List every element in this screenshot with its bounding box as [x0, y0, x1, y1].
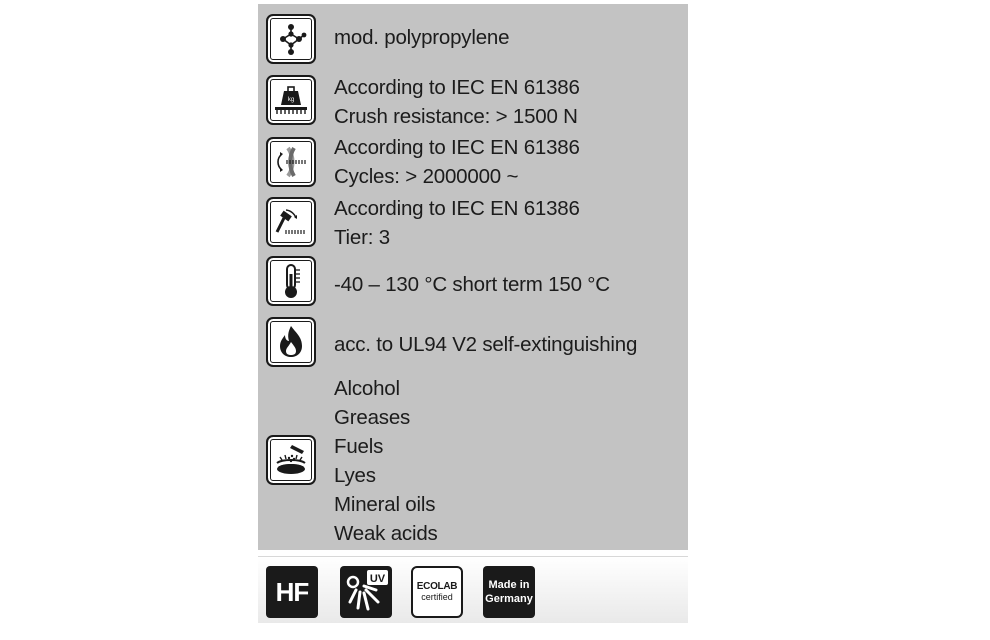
property-text	[334, 133, 580, 191]
made-in-line1: Made in	[488, 579, 530, 591]
bending-cycles-icon	[266, 137, 316, 187]
ecolab-icon	[411, 566, 463, 618]
property-line: Greases	[334, 406, 411, 429]
halogen-free-icon	[266, 566, 318, 618]
property-text	[334, 194, 580, 252]
property-text	[334, 73, 580, 131]
property-row-crush	[258, 73, 688, 131]
property-row-flammability	[258, 317, 688, 371]
property-row-material	[258, 13, 688, 65]
svg-text:kg: kg	[287, 97, 295, 103]
ecolab-subtitle: certified	[421, 592, 453, 602]
made-in-line2: Germany	[485, 593, 533, 605]
property-text	[334, 374, 438, 548]
property-row-impact	[258, 194, 688, 252]
property-line: Crush resistance: > 1500 N	[334, 105, 578, 128]
uv-label: UV	[369, 573, 386, 585]
property-line: Weak acids	[334, 522, 438, 545]
uv-resistant-icon	[340, 566, 392, 618]
flame-icon	[266, 317, 316, 367]
property-line: Lyes	[334, 464, 376, 487]
chemical-resistance-icon	[266, 435, 316, 485]
molecule-icon	[266, 14, 316, 64]
property-row-cycles	[258, 133, 688, 191]
crush-weight-icon	[266, 75, 316, 125]
impact-hammer-icon	[266, 197, 316, 247]
property-text	[334, 23, 509, 52]
hf-label: HF	[275, 576, 309, 607]
property-line: According to IEC EN 61386	[334, 136, 580, 159]
property-line: Cycles: > 2000000 ~	[334, 165, 519, 188]
property-line: Alcohol	[334, 377, 400, 400]
property-text	[334, 270, 610, 299]
properties-panel	[258, 4, 688, 550]
property-row-chemical-resistance	[258, 374, 688, 550]
property-line: acc. to UL94 V2 self-extinguishing	[334, 333, 638, 356]
certification-bar	[258, 556, 688, 623]
property-line: -40 – 130 °C short term 150 °C	[334, 273, 610, 296]
property-line: Mineral oils	[334, 493, 436, 516]
ecolab-title: ECOLAB	[416, 581, 458, 592]
property-line: According to IEC EN 61386	[334, 197, 580, 220]
thermometer-icon	[266, 256, 316, 306]
property-line: Fuels	[334, 435, 384, 458]
property-line: According to IEC EN 61386	[334, 76, 580, 99]
made-in-germany-icon	[483, 566, 535, 618]
property-text	[334, 330, 637, 359]
property-row-temperature	[258, 256, 688, 310]
property-line: Tier: 3	[334, 226, 390, 249]
property-line: mod. polypropylene	[334, 26, 510, 49]
